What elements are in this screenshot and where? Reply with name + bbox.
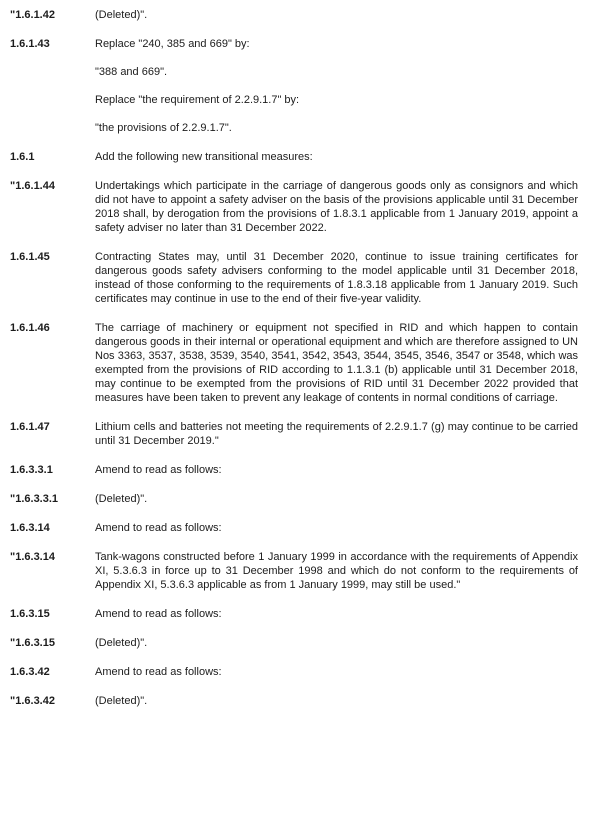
entry-paragraph: Replace "the requirement of 2.2.9.1.7" by: bbox=[95, 94, 300, 106]
entry-1-6-3-14-text bbox=[10, 550, 578, 592]
entry-paragraph: Replace "240, 385 and 669" by: bbox=[95, 38, 250, 50]
entry-paragraph: (Deleted)". bbox=[95, 695, 148, 707]
entry-paragraph: Amend to read as follows: bbox=[95, 464, 222, 476]
section-number: "1.6.3.42 bbox=[10, 695, 55, 707]
entry-1-6-3-42-deleted bbox=[10, 694, 578, 708]
section-number: "1.6.3.3.1 bbox=[10, 493, 59, 505]
entry-paragraph: Amend to read as follows: bbox=[95, 666, 222, 678]
entry-paragraph: Add the following new transitional measures: bbox=[95, 151, 313, 163]
entry-1-6-3-15-deleted bbox=[10, 636, 578, 650]
entry-body bbox=[95, 492, 578, 506]
entry-paragraph: (Deleted)". bbox=[95, 493, 148, 505]
entry-body bbox=[95, 8, 578, 22]
entry-body bbox=[95, 521, 578, 535]
entry-1-6-3-14-amend bbox=[10, 521, 578, 535]
entry-body bbox=[95, 250, 578, 306]
entry-1-6-1-47 bbox=[10, 420, 578, 448]
entry-body bbox=[95, 321, 578, 405]
section-number: "1.6.1.42 bbox=[10, 9, 55, 21]
entry-body bbox=[95, 694, 578, 708]
entry-1-6-3-3-1-deleted bbox=[10, 492, 578, 506]
entry-paragraph: (Deleted)". bbox=[95, 9, 148, 21]
entry-paragraph: "388 and 669". bbox=[95, 66, 168, 78]
entry-paragraph: Lithium cells and batteries not meeting the requirements of 2.2.9.1.7 (g) may continue to be carried until 31 December 2019." bbox=[95, 421, 578, 447]
entry-paragraph: Undertakings which participate in the carriage of dangerous goods only as consignors and which did not have to appoint a safety adviser on the basis of the provisions applicable until 31 December 2018 shall, by derogation from the provisions of 1.8.3.1 applicable from 1 January 2019, appoint a safety adviser no later than 31 December 2022. bbox=[95, 180, 578, 234]
entry-paragraph: Amend to read as follows: bbox=[95, 608, 222, 620]
entry-paragraph: "the provisions of 2.2.9.1.7". bbox=[95, 122, 232, 134]
entry-paragraph: The carriage of machinery or equipment not specified in RID and which happen to contain dangerous goods in their internal or operational equipment and which are therefore assigned to UN Nos 3363, 3537, 3538, 3539, 3540, 3541, 3542, 3543, 3544, 3545, 3546, 3547 or 3548, which was exempted from the provisions of RID according to 1.1.3.1 (b) applicable until 31 December 2018, may continue to be exempted from the provisions of RID until 31 December 2022 provided that measures have been taken to prevent any leakage of contents in normal conditions of carriage. bbox=[95, 322, 578, 404]
entry-1-6-3-15-amend bbox=[10, 607, 578, 621]
entry-1-6-1-44 bbox=[10, 179, 578, 235]
section-number: "1.6.3.15 bbox=[10, 637, 55, 649]
entry-body bbox=[95, 179, 578, 235]
entry-1-6-1 bbox=[10, 150, 578, 164]
section-number: "1.6.3.14 bbox=[10, 551, 55, 563]
section-number: 1.6.3.14 bbox=[10, 522, 50, 534]
section-number: 1.6.3.42 bbox=[10, 666, 50, 678]
entry-body bbox=[95, 37, 578, 135]
entry-1-6-1-46 bbox=[10, 321, 578, 405]
entry-1-6-1-42-deleted bbox=[10, 8, 578, 22]
section-number: 1.6.3.15 bbox=[10, 608, 50, 620]
entry-body bbox=[95, 607, 578, 621]
section-number: 1.6.1.46 bbox=[10, 322, 50, 334]
entry-body bbox=[95, 420, 578, 448]
entry-1-6-3-42-amend bbox=[10, 665, 578, 679]
section-number: 1.6.1.47 bbox=[10, 421, 50, 433]
entry-1-6-1-45 bbox=[10, 250, 578, 306]
entry-paragraph: (Deleted)". bbox=[95, 637, 148, 649]
entry-1-6-3-3-1-amend bbox=[10, 463, 578, 477]
entry-body bbox=[95, 550, 578, 592]
entry-paragraph: Amend to read as follows: bbox=[95, 522, 222, 534]
entry-1-6-1-43 bbox=[10, 37, 578, 135]
section-number: "1.6.1.44 bbox=[10, 180, 55, 192]
section-number: 1.6.3.3.1 bbox=[10, 464, 53, 476]
entry-paragraph: Tank-wagons constructed before 1 January 1999 in accordance with the requirements of Appendix XI, 5.3.6.3 in force up to 31 December 1998 and which do not conform to the requirements of Appendix XI, 5.3.6.3 applicable as from 1 January 1999, may still be used." bbox=[95, 551, 578, 591]
section-number: 1.6.1 bbox=[10, 151, 35, 163]
section-number: 1.6.1.45 bbox=[10, 251, 50, 263]
entry-body bbox=[95, 150, 578, 164]
entry-body bbox=[95, 665, 578, 679]
entry-body bbox=[95, 636, 578, 650]
entry-paragraph: Contracting States may, until 31 December 2020, continue to issue training certificates for dangerous goods safety advisers conforming to the model applicable until 31 December 2018, instead of those conforming to the requirements of 1.8.3.18 applicable from 1 January 2019. Such certificates may continue in use to the end of their five-year validity. bbox=[95, 251, 578, 305]
entry-body bbox=[95, 463, 578, 477]
section-number: 1.6.1.43 bbox=[10, 38, 50, 50]
